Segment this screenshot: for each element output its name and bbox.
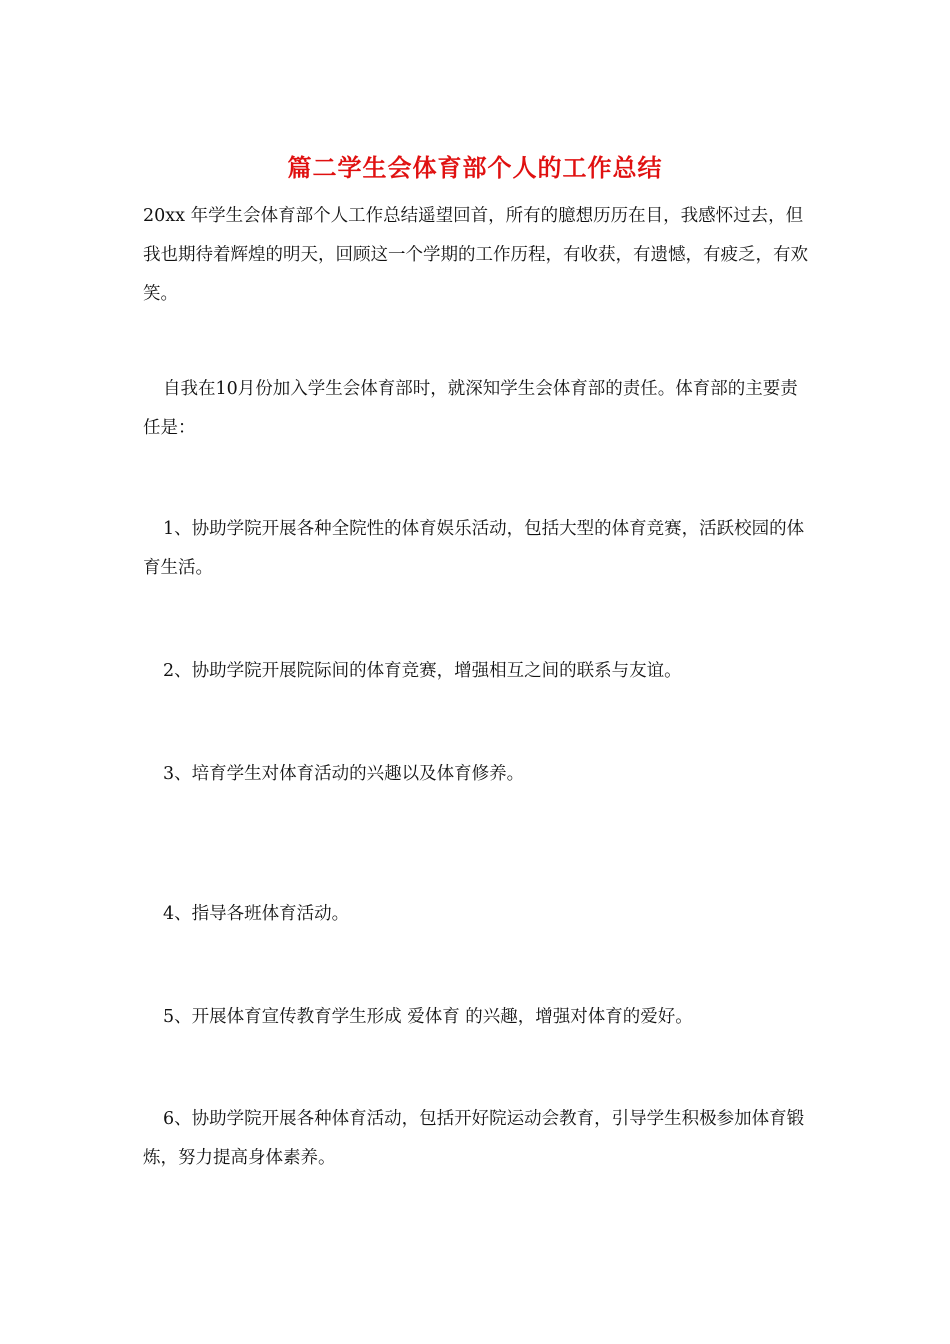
list-item-5: 5、开展体育宣传教育学生形成 爱体育 的兴趣，增强对体育的爱好。 bbox=[163, 1007, 693, 1027]
list-item-6: 6、协助学院开展各种体育活动，包括开好院运动会教育，引导学生积极参加体育锻炼，努力提高身体素养。 bbox=[143, 1109, 805, 1168]
list-item-4: 4、指导各班体育活动。 bbox=[163, 904, 350, 924]
list-item-3: 3、培育学生对体育活动的兴趣以及体育修养。 bbox=[163, 764, 525, 784]
document-title: 篇二学生会体育部个人的工作总结 bbox=[287, 153, 663, 182]
paragraph-intro: 20xx 年学生会体育部个人工作总结遥望回首，所有的臆想历历在目，我感怀过去，但我也期待着辉煌的明天，回顾这一个学期的工作历程，有收获，有遗憾，有疲乏，有欢笑。 bbox=[143, 206, 808, 304]
list-item-1: 1、协助学院开展各种全院性的体育娱乐活动，包括大型的体育竞赛，活跃校园的体育生活。 bbox=[143, 519, 805, 578]
paragraph-responsibility: 自我在10月份加入学生会体育部时，就深知学生会体育部的责任。体育部的主要责任是： bbox=[143, 379, 798, 438]
list-item-2: 2、协助学院开展院际间的体育竞赛，增强相互之间的联系与友谊。 bbox=[163, 661, 682, 681]
